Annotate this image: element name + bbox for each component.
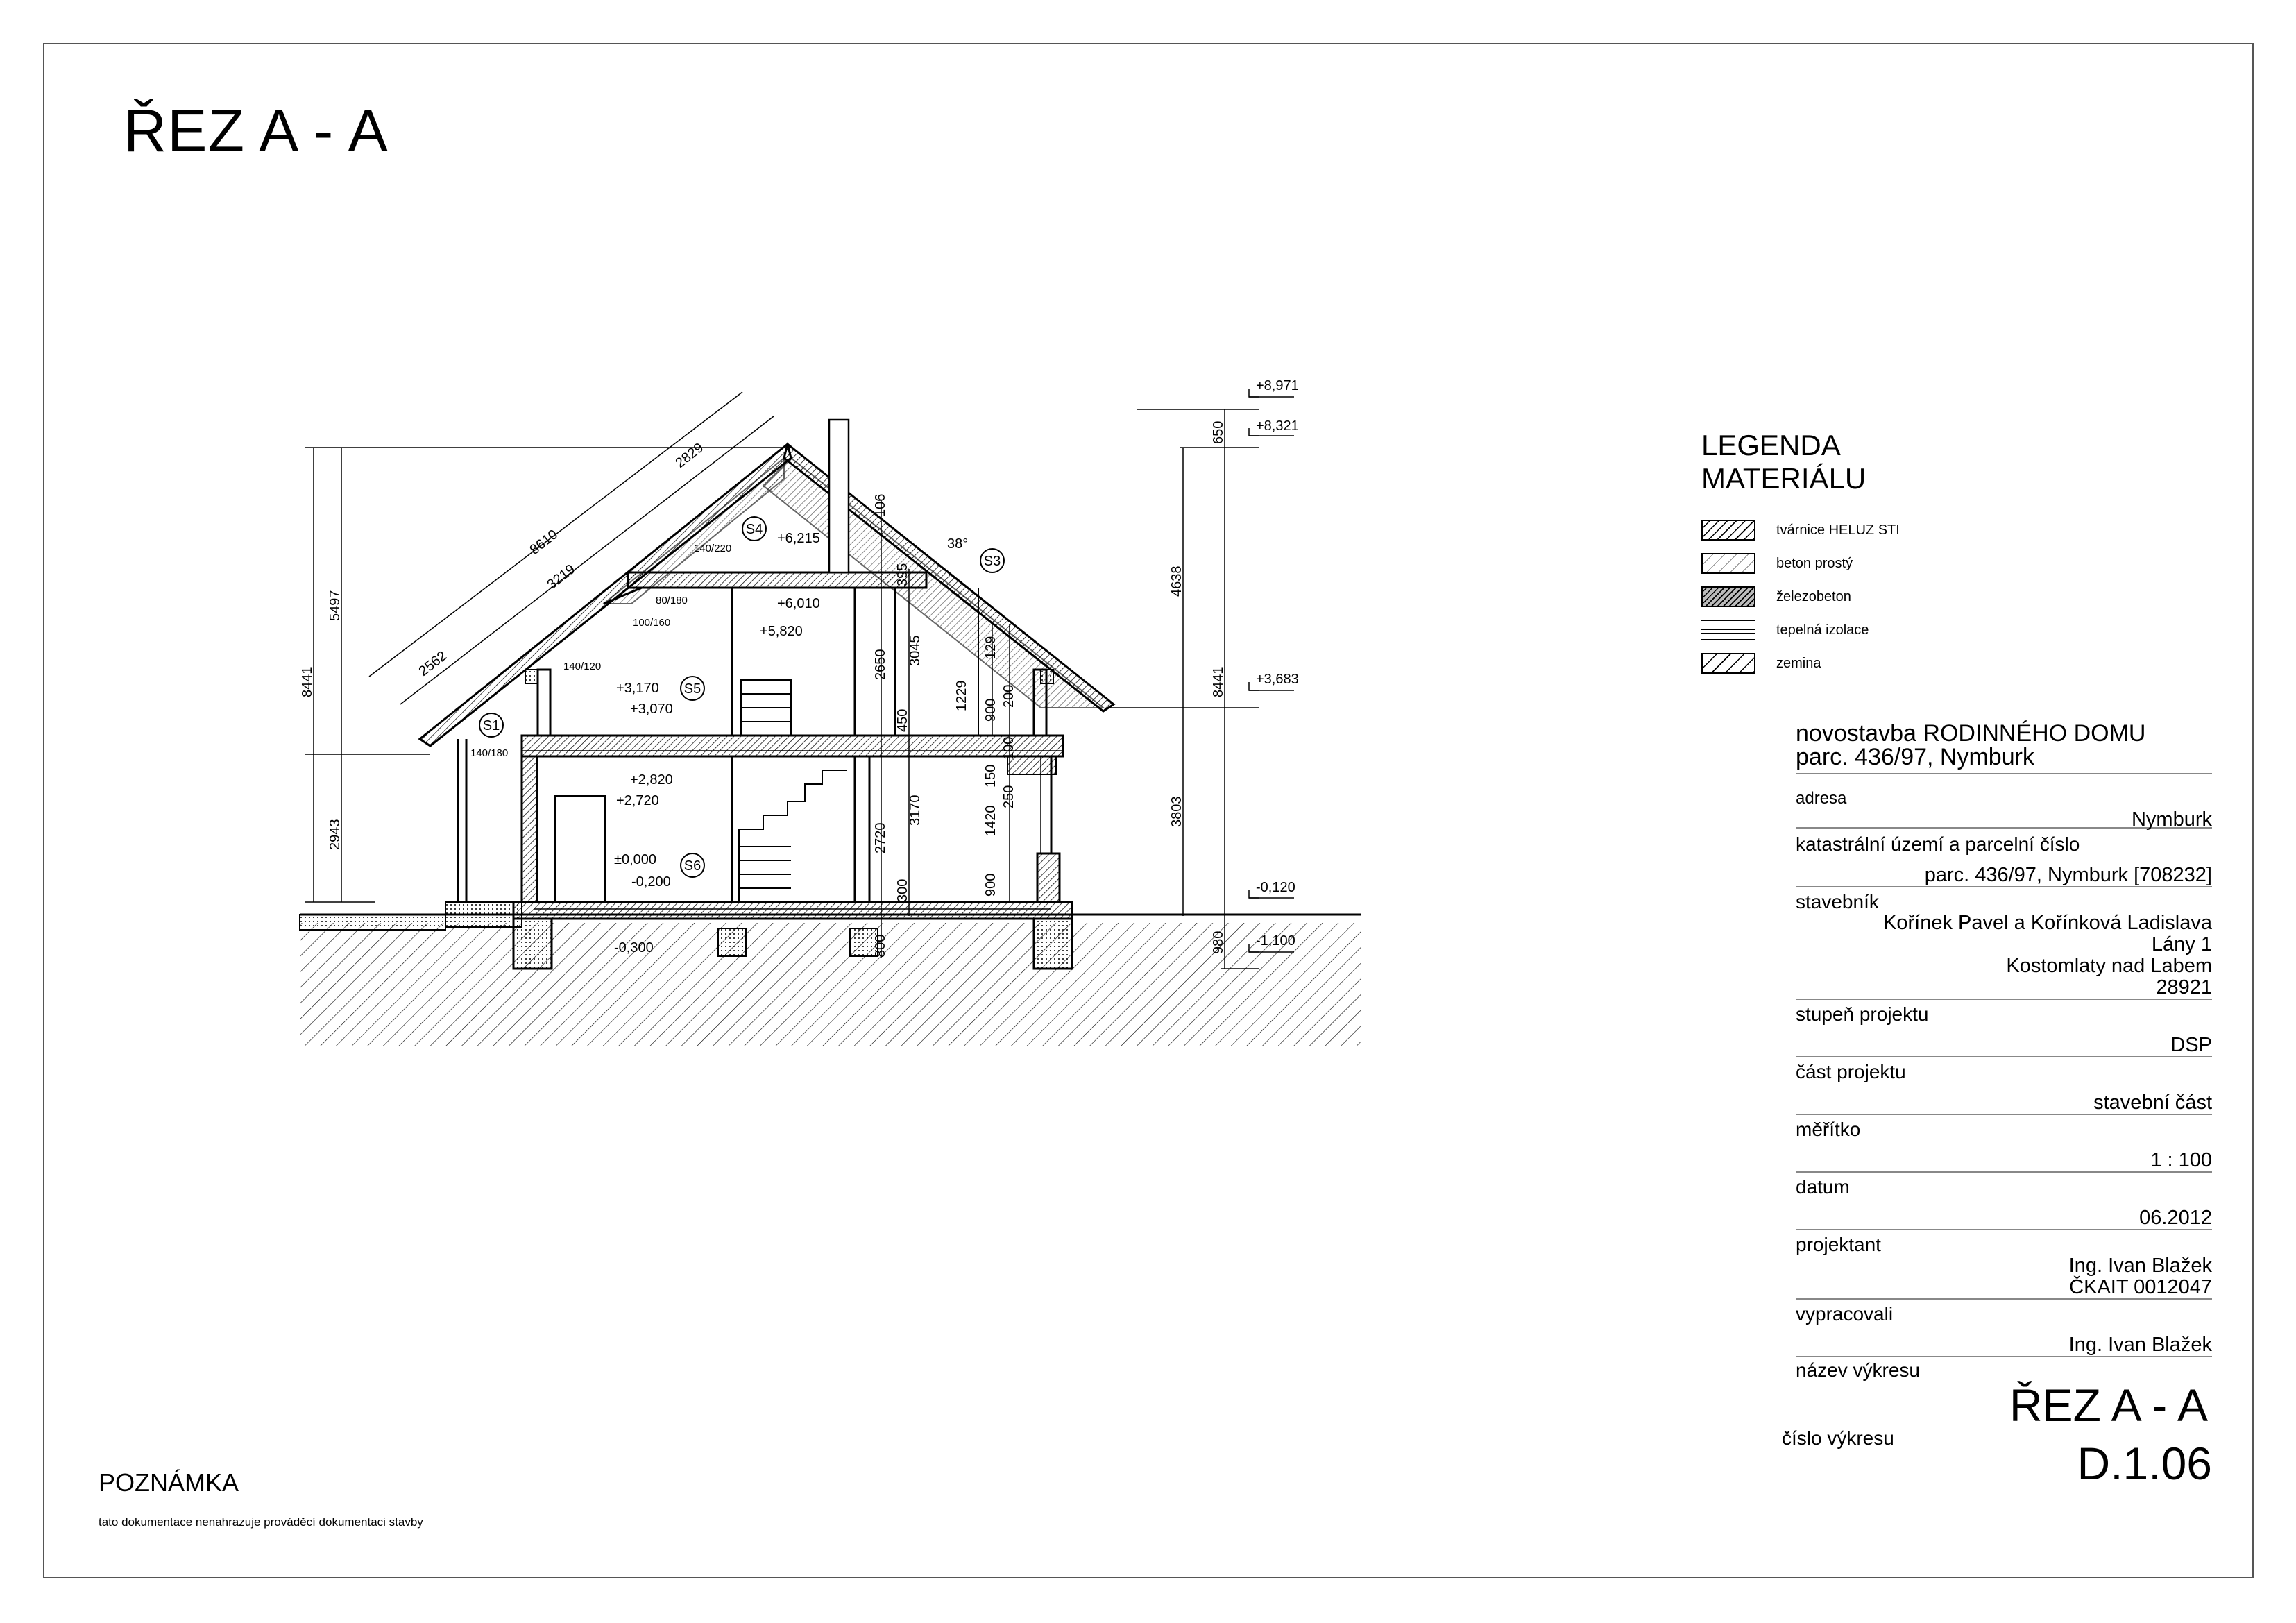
cadastre-row: [1796, 829, 2212, 887]
dim-2562: 2562: [416, 648, 450, 679]
dim-3219: 3219: [544, 561, 579, 593]
floor-slab-1: [522, 736, 1063, 756]
dim-900-up: 900: [983, 698, 998, 722]
address-row: [1796, 774, 2212, 829]
level-foundation: -1,100: [1256, 933, 1295, 949]
roof-angle: 38°: [947, 536, 969, 552]
prepared-label: vypracovali: [1796, 1303, 1894, 1325]
date-label: datum: [1796, 1176, 1850, 1198]
legend-item: [1701, 513, 1993, 547]
dim-200: 200: [1001, 684, 1017, 708]
legend-label: beton prostý: [1776, 555, 1853, 571]
level-6010: +6,010: [777, 596, 820, 611]
dim-2720: 2720: [873, 822, 888, 853]
level-chimney-top: +8,321: [1256, 418, 1299, 434]
dim-250: 250: [1001, 785, 1017, 808]
title-block: [1782, 720, 2212, 1489]
level-0000: ±0,000: [614, 852, 657, 867]
beam-100x160: 100/160: [633, 617, 671, 629]
part-value: stavební část: [2093, 1091, 2212, 1114]
wall-right-gf: [1037, 853, 1060, 902]
level-2820: +2,820: [630, 772, 673, 788]
drawing-name: ŘEZ A - A: [2009, 1379, 2208, 1431]
level-5820: +5,820: [760, 624, 803, 639]
dim-5497: 5497: [328, 590, 343, 621]
level-3070: +3,070: [630, 702, 673, 717]
dim-450: 450: [895, 708, 910, 732]
dim-2650: 2650: [873, 649, 888, 680]
level-2720: +2,720: [616, 793, 659, 808]
address-label: adresa: [1796, 789, 1847, 808]
dim-980: 980: [1211, 931, 1226, 954]
soil-hatch-swatch: [1701, 653, 1755, 674]
drawing-number-label: číslo výkresu: [1782, 1427, 1894, 1449]
date-row: [1796, 1173, 2212, 1230]
project-line-2: parc. 436/97, Nymburk: [1796, 744, 2034, 770]
soil-hatch: [300, 923, 1361, 1046]
dim-106: 106: [873, 493, 888, 517]
tag-s1: S1: [482, 718, 500, 733]
chimney: [829, 420, 849, 572]
dimension-lines-right: [1110, 409, 1259, 969]
dim-650: 650: [1211, 420, 1226, 444]
project-line-1: novostavba RODINNÉHO DOMU: [1796, 720, 2146, 747]
level-terrain: -0,120: [1256, 880, 1295, 895]
beam-140x120: 140/120: [563, 661, 602, 672]
dim-300: 300: [895, 878, 910, 902]
dim-1229: 1229: [954, 680, 969, 711]
terrace-paving: [300, 915, 445, 930]
beam-80x180: 80/180: [656, 595, 688, 606]
client-row: [1796, 887, 2212, 1000]
part-label: část projektu: [1796, 1061, 1906, 1082]
material-legend: [1701, 429, 1993, 680]
dim-3045: 3045: [908, 635, 923, 666]
beam-140x220: 140/220: [694, 543, 732, 554]
legend-label: tepelná izolace: [1776, 622, 1869, 638]
client-line-1: Kořínek Pavel a Kořínková Ladislava: [1883, 912, 2212, 934]
dim-8441-right: 8441: [1211, 666, 1226, 697]
tag-s5: S5: [683, 681, 701, 697]
drawing-number-row: [1782, 1427, 2212, 1489]
foundation-right: [1034, 919, 1072, 969]
scale-row: [1796, 1115, 2212, 1173]
legend-label: tvárnice HELUZ STI: [1776, 522, 1900, 538]
legend-item: [1701, 647, 1993, 680]
level-markers-right: [1249, 389, 1294, 952]
tag-s4: S4: [745, 522, 763, 537]
part-row: [1796, 1057, 2212, 1115]
prepared-value: Ing. Ivan Blažek: [2068, 1334, 2212, 1356]
insulation-hatch-swatch: [1701, 620, 1755, 640]
level-m0300: -0,300: [614, 940, 654, 955]
foundation-left: [513, 919, 552, 969]
stage-value: DSP: [2170, 1034, 2212, 1056]
legend-item: [1701, 613, 1993, 647]
tag-s6: S6: [683, 858, 701, 874]
prepared-row: [1796, 1300, 2212, 1357]
date-value: 06.2012: [2139, 1207, 2212, 1229]
client-line-2: Lány 1: [2151, 933, 2212, 955]
level-m0200: -0,200: [631, 874, 671, 890]
sheet-title: ŘEZ A - A: [124, 98, 389, 164]
tag-s3: S3: [983, 554, 1001, 569]
concrete-hatch-swatch: [1701, 553, 1755, 574]
dim-8610: 8610: [527, 527, 561, 558]
knee-wall-left: [538, 670, 550, 736]
level-ridge: +8,971: [1256, 378, 1299, 393]
legend-title: LEGENDA MATERIÁLU: [1701, 429, 1866, 495]
level-3170: +3,170: [616, 681, 659, 696]
client-line-4: 28921: [2156, 976, 2212, 999]
project-title: [1796, 722, 2212, 774]
dim-4638: 4638: [1169, 566, 1184, 597]
dim-900-low: 900: [983, 873, 998, 897]
designer-row: [1796, 1230, 2212, 1300]
note-text: tato dokumentace nenahrazuje prováděcí dokumentaci stavby: [99, 1515, 423, 1529]
terrace-step: [445, 902, 522, 927]
dim-1420: 1420: [983, 805, 998, 836]
level-6215: +6,215: [777, 531, 820, 546]
stage-row: [1796, 1000, 2212, 1057]
legend-label: zemina: [1776, 655, 1821, 671]
drawing-number: D.1.06: [2077, 1438, 2212, 1489]
door: [555, 796, 605, 902]
note-title: POZNÁMKA: [99, 1468, 239, 1497]
dim-100: 100: [1001, 736, 1017, 760]
drawing-name-label: název výkresu: [1796, 1359, 1920, 1381]
cadastre-label: katastrální území a parcelní číslo: [1796, 833, 2080, 855]
beam-140x180: 140/180: [470, 747, 509, 759]
foundation-center-1: [718, 928, 746, 956]
dim-800: 800: [873, 934, 888, 958]
legend-item: [1701, 547, 1993, 580]
designer-label: projektant: [1796, 1234, 1881, 1255]
reinforced-concrete-hatch-swatch: [1701, 586, 1755, 607]
dim-3803: 3803: [1169, 796, 1184, 827]
ground-slab: [513, 902, 1072, 919]
drawing-name-row: [1796, 1357, 2212, 1429]
dim-395: 395: [895, 563, 910, 586]
address-value: Nymburk: [2131, 808, 2212, 831]
wall-left-gf: [522, 756, 537, 902]
dim-150: 150: [983, 764, 998, 788]
dim-2943: 2943: [328, 819, 343, 850]
note: [99, 1468, 423, 1529]
dim-8441-left: 8441: [300, 666, 315, 697]
scale-value: 1 : 100: [2150, 1149, 2212, 1171]
client-line-3: Kostomlaty nad Labem: [2006, 955, 2212, 977]
dim-129: 129: [983, 636, 998, 659]
cadastre-value: parc. 436/97, Nymburk [708232]: [1924, 864, 2212, 886]
designer-value: Ing. Ivan Blažek: [2068, 1255, 2212, 1277]
stage-label: stupeň projektu: [1796, 1003, 1929, 1025]
scale-label: měřítko: [1796, 1119, 1861, 1140]
level-eaves: +3,683: [1256, 672, 1299, 687]
legend-item: [1701, 580, 1993, 613]
brick-hatch-swatch: [1701, 520, 1755, 541]
dim-2829: 2829: [672, 440, 707, 471]
legend-label: železobeton: [1776, 588, 1851, 604]
client-label: stavebník: [1796, 891, 1879, 912]
staircase: [739, 680, 847, 902]
dim-3170: 3170: [908, 794, 923, 826]
designer-id: ČKAIT 0012047: [2069, 1276, 2212, 1298]
